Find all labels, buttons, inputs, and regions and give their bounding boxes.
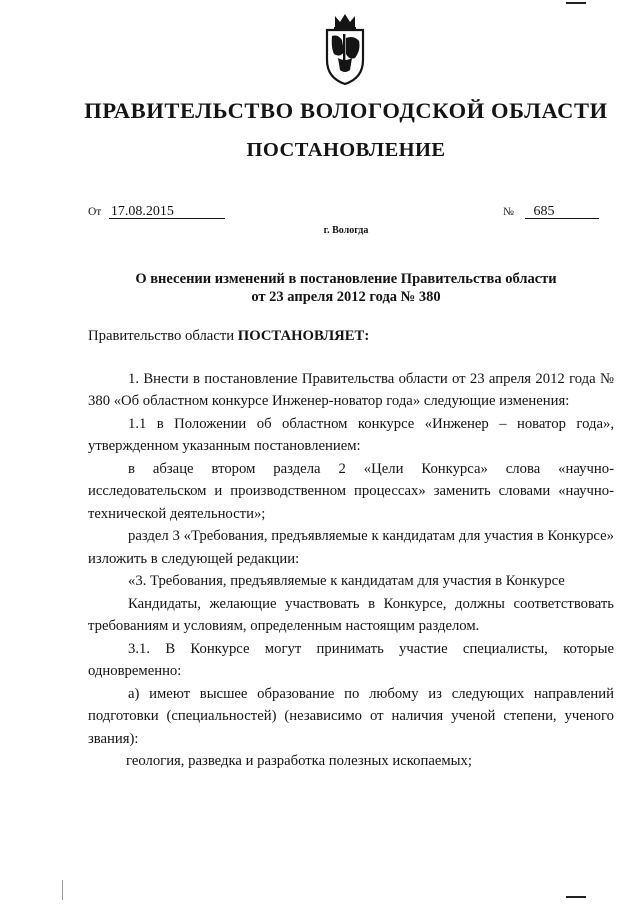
number-field — [503, 204, 599, 220]
scan-mark-bottom-left — [62, 880, 63, 900]
paragraph-4: раздел 3 «Требования, предъявляемые к кандидатам для участия в Конкурсе» изложить в следующей редакции: — [88, 528, 614, 567]
paragraph-7: 3.1. В Конкурсе могут принимать участие специалисты, которые одновременно: — [88, 640, 614, 679]
paragraph-9: геология, разведка и разработка полезных ископаемых; — [126, 753, 472, 769]
scan-mark-top-right — [566, 2, 586, 4]
resolution-lead — [88, 325, 614, 348]
subject-line-2: от 23 апреля 2012 года № 380 — [251, 289, 441, 305]
document-subject — [0, 270, 640, 306]
scan-mark-bottom-right — [566, 896, 586, 898]
coat-of-arms-icon — [322, 8, 368, 86]
paragraph-5: «3. Требования, предъявляемые к кандидатам для участия в Конкурсе — [128, 573, 565, 589]
date-value: 17.08.2015 — [109, 205, 225, 219]
paragraph-6: Кандидаты, желающие участвовать в Конкурсе, должны соответствовать требованиям и условиям, определенным настоящим разделом. — [88, 595, 614, 634]
paragraph-2: 1.1 в Положении об областном конкурсе «Инженер – новатор года», утвержденном указанным постановлением: — [88, 415, 614, 454]
subject-line-1: О внесении изменений в постановление Правительства области — [135, 271, 557, 287]
date-field — [88, 204, 225, 220]
lead-plain-text: Правительство области — [88, 328, 238, 344]
document-type-title: ПОСТАНОВЛЕНИЕ — [246, 139, 446, 161]
number-value: 685 — [525, 205, 599, 219]
organization-title: ПРАВИТЕЛЬСТВО ВОЛОГОДСКОЙ ОБЛАСТИ — [84, 98, 608, 123]
paragraph-3: в абзаце втором раздела 2 «Цели Конкурса» слова «научно-исследовательском и производственном процессах» заменить словами «научно-технической деятельности»; — [88, 460, 614, 522]
paragraph-8: а) имеют высшее образование по любому из следующих направлений подготовки (специальностей) (независимо от наличия ученой степени, ученого звания): — [88, 685, 614, 747]
date-label: От — [88, 206, 102, 218]
number-label: № — [503, 206, 514, 218]
lead-bold-text: ПОСТАНОВЛЯЕТ: — [237, 328, 370, 344]
city-label: г. Вологда — [323, 225, 369, 236]
paragraph-1: 1. Внести в постановление Правительства области от 23 апреля 2012 года № 380 «Об областном конкурсе Инженер-новатор года» следующие изменения: — [88, 370, 614, 409]
document-body — [88, 325, 614, 773]
